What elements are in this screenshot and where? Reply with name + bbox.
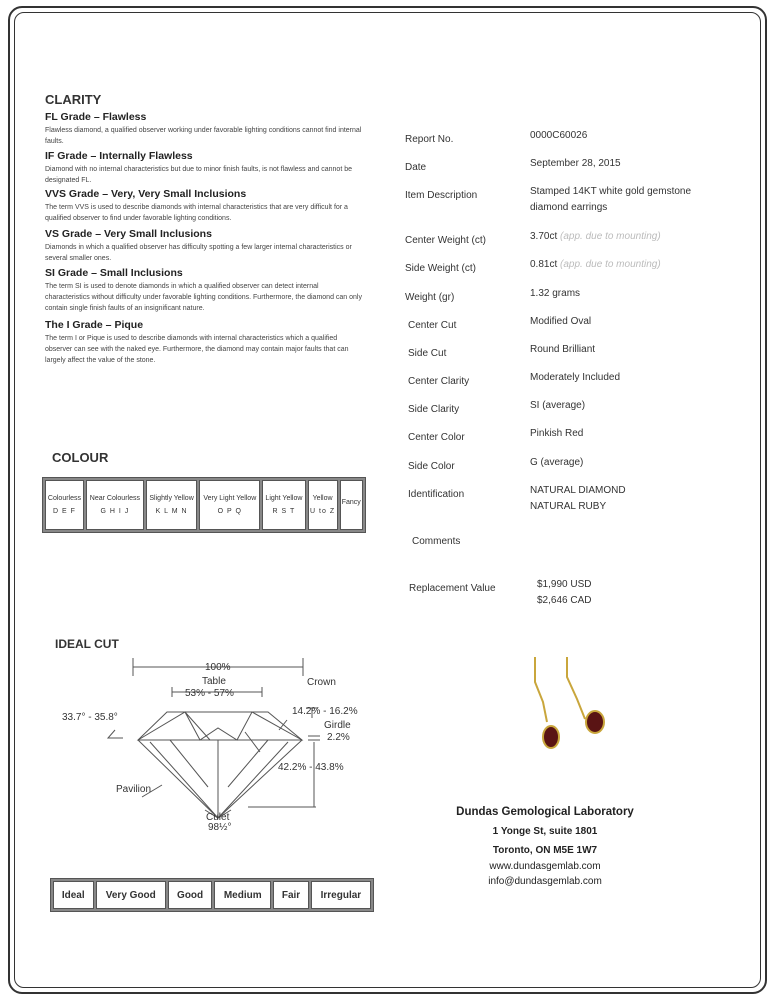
report-label: Weight (gr) — [405, 292, 455, 303]
lab-address-2: Toronto, ON M5E 1W7 — [492, 845, 598, 856]
colour-grades: U to Z — [310, 508, 336, 515]
value-text: G (average) — [530, 457, 584, 468]
label-crown: Crown — [307, 677, 336, 688]
report-label: Center Weight (ct) — [405, 235, 486, 246]
colour-cell — [308, 480, 338, 530]
grade-title: VS Grade – Very Small Inclusions — [45, 228, 212, 240]
lab-email: info@dundasgemlab.com — [488, 876, 602, 887]
report-value — [530, 426, 583, 442]
report-value — [530, 184, 691, 216]
label-pavilion: Pavilion — [116, 784, 152, 795]
report-value — [530, 229, 661, 245]
clarity-grade — [45, 267, 365, 314]
value-text: 0.81ct — [530, 259, 558, 270]
report-label: Center Color — [408, 432, 465, 443]
colour-grades: G H I J — [100, 508, 130, 515]
report-label: Side Clarity — [408, 404, 460, 415]
grade-description: The term I or Pique is used to describe diamonds with internal characteristics which a qualified observer can see with the naked eye. Furthermore, the diamond may contain major faults that can largely affect the value of the stone. — [45, 335, 349, 364]
clarity-grade — [45, 188, 365, 224]
colour-name: Light Yellow — [265, 495, 303, 502]
clarity-grade — [45, 228, 365, 264]
colour-cell — [199, 480, 260, 530]
value-text: SI (average) — [530, 400, 586, 411]
value-text: $1,990 USD — [537, 579, 592, 590]
value-note: (app. due to mounting) — [560, 231, 661, 242]
ideal-cut-heading: IDEAL CUT — [55, 637, 119, 651]
colour-grades: K L M N — [155, 508, 188, 515]
value-text: Moderately Included — [530, 372, 621, 383]
colour-cell — [340, 480, 363, 530]
label-girdle: Girdle — [324, 720, 351, 731]
report-label: Center Cut — [408, 320, 457, 331]
grade-description: The term VVS is used to describe diamonds with internal characteristics that are very difficult for a qualified observer to find under favorable lighting conditions. — [45, 204, 348, 222]
colour-name: Fancy — [341, 498, 361, 506]
report-label: Report No. — [405, 134, 454, 145]
report-label: Replacement Value — [409, 583, 496, 594]
report-label: Side Cut — [408, 348, 447, 359]
value-text: 1.32 grams — [530, 288, 581, 299]
value-text: NATURAL DIAMOND — [530, 485, 626, 496]
label-crown-angle: 33.7° - 35.8° — [62, 712, 118, 723]
colour-cell — [45, 480, 84, 530]
label-table-pct: 53% - 57% — [185, 688, 234, 699]
value-text: Modified Oval — [530, 316, 592, 327]
value-note: (app. due to mounting) — [560, 259, 661, 270]
label-girdle-pct: 2.2% — [327, 732, 350, 743]
value-text: 0000C60026 — [530, 130, 588, 141]
lab-name: Dundas Gemological Laboratory — [456, 806, 634, 818]
label-crown-pct: 14.2% - 16.2% — [292, 706, 358, 717]
colour-name: Slightly Yellow — [149, 495, 194, 502]
cut-grade-cell: Fair — [273, 881, 309, 909]
colour-cell — [262, 480, 305, 530]
grade-title: The I Grade – Pique — [45, 319, 144, 331]
clarity-grade — [45, 150, 365, 186]
report-label: Side Weight (ct) — [405, 263, 476, 274]
grade-title: IF Grade – Internally Flawless — [45, 150, 193, 162]
grade-description: Diamonds in which a qualified observer has difficulty spotting a few larger internal characteristics or several smaller ones. — [45, 244, 352, 262]
cut-grade-cell: Very Good — [96, 881, 167, 909]
report-label: Item Description — [405, 190, 478, 201]
report-value — [530, 398, 585, 414]
colour-cell — [146, 480, 197, 530]
value-text: Round Brilliant — [530, 344, 596, 355]
report-value — [530, 257, 661, 273]
report-value — [530, 128, 587, 144]
label-pavilion-pct: 42.2% - 43.8% — [278, 762, 344, 773]
colour-cell — [86, 480, 144, 530]
cut-grade-cell: Ideal — [53, 881, 94, 909]
value-text: 3.70ct — [530, 231, 558, 242]
colour-grades: R S T — [272, 508, 296, 515]
clarity-heading: CLARITY — [45, 92, 102, 107]
report-label: Center Clarity — [408, 376, 470, 387]
label-table: Table — [202, 676, 226, 687]
colour-name: Very Light Yellow — [203, 495, 257, 502]
cut-grade-table — [50, 878, 374, 912]
diamond-cut-diagram — [50, 650, 380, 830]
value-text-2: diamond earrings — [530, 202, 608, 213]
cut-grade-cell: Good — [168, 881, 212, 909]
report-value — [530, 156, 621, 172]
grade-title: SI Grade – Small Inclusions — [45, 267, 183, 279]
value-text-2: NATURAL RUBY — [530, 501, 607, 512]
report-value — [530, 455, 583, 471]
colour-grades: O P Q — [217, 508, 242, 515]
report-value — [530, 370, 620, 386]
value-text-2: $2,646 CAD — [537, 595, 592, 606]
report-label: Date — [405, 162, 427, 173]
report-label: Comments — [412, 536, 461, 547]
report-value — [530, 342, 595, 358]
lab-website-link[interactable]: www.dundasgemlab.com — [489, 861, 601, 872]
colour-name: Yellow — [312, 495, 333, 502]
label-culet-angle: 98½° — [208, 822, 232, 830]
lab-address-1: 1 Yonge St, suite 1801 — [492, 826, 598, 837]
label-width: 100% — [205, 662, 231, 673]
report-value — [530, 314, 591, 330]
value-text: Stamped 14KT white gold gemstone — [530, 186, 692, 197]
grade-description: Flawless diamond, a qualified observer working under favorable lighting conditions cannot find internal faults. — [45, 127, 362, 145]
clarity-grade — [45, 319, 365, 366]
colour-heading: COLOUR — [52, 450, 109, 465]
value-text: Pinkish Red — [530, 428, 584, 439]
earrings-photo — [515, 652, 615, 762]
colour-grades: D E F — [53, 508, 76, 515]
colour-scale-table — [42, 477, 366, 533]
grade-title: VVS Grade – Very, Very Small Inclusions — [45, 188, 247, 200]
grade-description: The term SI is used to denote diamonds in which a qualified observer can detect internal characteristics without difficulty under favorable lighting conditions. Furthermore, the diamond can only contain single finish faults of an insignificant nature. — [45, 283, 362, 312]
label-culet: Culet — [206, 812, 230, 823]
colour-name: Colourless — [47, 495, 81, 502]
grade-description: Diamond with no internal characteristics but due to minor finish faults, is not flawless and cannot be designated FL. — [45, 166, 352, 184]
report-label: Identification — [408, 489, 465, 500]
value-text: September 28, 2015 — [530, 158, 621, 169]
colour-name: Near Colourless — [89, 495, 140, 502]
grade-title: FL Grade – Flawless — [45, 111, 147, 123]
report-value — [530, 286, 580, 302]
cut-grade-cell: Medium — [214, 881, 271, 909]
report-value — [537, 577, 591, 609]
report-label: Side Color — [408, 461, 455, 472]
cut-grade-cell: Irregular — [311, 881, 371, 909]
report-value — [530, 483, 626, 515]
clarity-grade — [45, 111, 365, 147]
